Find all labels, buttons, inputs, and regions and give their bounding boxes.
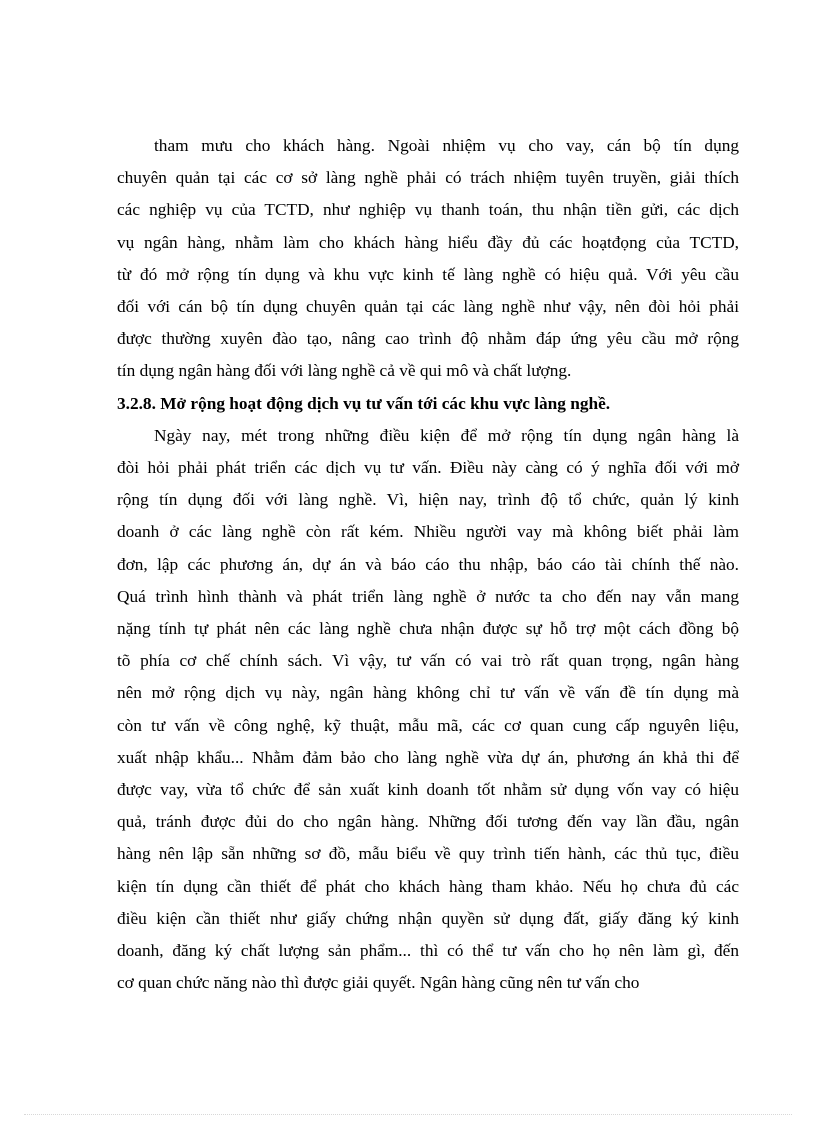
text-line: chuyên quản tại các cơ sở làng nghề phải có trách nhiệm tuyên truyền, giải thích — [117, 168, 739, 188]
text-line: đòi hỏi phải phát triển các dịch vụ tư vấn. Điều này càng có ý nghĩa đối với mở — [117, 458, 739, 478]
text-line: còn tư vấn về công nghệ, kỹ thuật, mẫu mã, các cơ quan cung cấp nguyên liệu, — [117, 715, 739, 735]
text-line: từ đó mở rộng tín dụng và khu vực kinh tế làng nghề có hiệu quả. Với yêu cầu — [117, 264, 739, 284]
text-line: xuất nhập khẩu... Nhằm đảm bảo cho làng nghề vừa dự án, phương án khả thi để — [117, 747, 739, 767]
text-line: nên mở rộng dịch vụ này, ngân hàng không chỉ tư vấn về vấn đề tín dụng mà — [117, 683, 739, 703]
text-line: tham mưu cho khách hàng. Ngoài nhiệm vụ cho vay, cán bộ tín dụng — [154, 136, 739, 155]
text-line: quả, tránh được đủi do cho ngân hàng. Những đối tương đến vay lần đầu, ngân — [117, 812, 739, 832]
text-line: điều kiện cần thiết như giấy chứng nhận quyền sử dụng đất, giấy đăng ký kinh — [117, 908, 739, 928]
text-line: Ngày nay, mét trong những điều kiện để mở rộng tín dụng ngân hàng là — [154, 425, 739, 445]
text-line: đơn, lập các phương án, dự án và báo cáo thu nhập, báo cáo tài chính thế nào. — [117, 554, 739, 574]
paragraph-staff-role — [117, 130, 739, 388]
text-line: tín dụng ngân hàng đối với làng nghề cả về qui mô và chất lượng. — [117, 361, 572, 381]
text-line: kiện tín dụng cần thiết để phát cho khách hàng tham khảo. Nếu họ chưa đủ các — [117, 876, 739, 896]
text-line: đối với cán bộ tín dụng chuyên quản tại các làng nghề như vậy, nên đòi hỏi phải — [117, 297, 739, 317]
text-line: được thường xuyên đào tạo, nâng cao trình độ nhằm đáp ứng yêu cầu mở rộng — [117, 329, 739, 349]
text-line: được vay, vừa tổ chức để sản xuất kinh doanh tốt nhằm sử dụng vốn vay có hiệu — [117, 780, 739, 800]
section-heading: 3.2.8. Mở rộng hoạt động dịch vụ tư vấn tới các khu vực làng nghề. — [117, 393, 611, 413]
text-line: nặng tính tự phát nên các làng nghề chưa nhận được sự hỗ trợ một cách đồng bộ — [117, 619, 739, 639]
paragraph-consulting-services — [117, 420, 739, 1000]
text-line: doanh, đăng ký chất lượng sản phẩm... thì có thể tư vấn cho họ nên làm gì, đến — [117, 941, 739, 961]
text-line: vụ ngân hàng, nhằm làm cho khách hàng hiểu đầy đủ các hoạtđọng của TCTD, — [117, 232, 739, 252]
text-line: tõ phía cơ chế chính sách. Vì vậy, tư vấn có vai trò rất quan trọng, ngân hàng — [117, 651, 739, 671]
text-line: Quá trình hình thành và phát triển làng nghề ở nước ta cho đến nay vẫn mang — [117, 586, 739, 606]
text-line: rộng tín dụng đối với làng nghề. Vì, hiện nay, trình độ tổ chức, quản lý kinh — [117, 490, 739, 510]
text-line: các nghiệp vụ của TCTD, như nghiệp vụ thanh toán, thu nhận tiền gửi, các dịch — [117, 200, 739, 220]
page-bottom-divider — [24, 1114, 792, 1115]
text-line: hàng nên lập sẵn những sơ đồ, mẫu biểu về quy trình tiến hành, các thủ tục, điều — [117, 844, 739, 864]
page-body — [117, 130, 739, 999]
text-line: doanh ở các làng nghề còn rất kém. Nhiều người vay mà không biết phải làm — [117, 522, 739, 542]
text-line: cơ quan chức năng nào thì được giải quyết. Ngân hàng cũng nên tư vấn cho — [117, 973, 640, 993]
